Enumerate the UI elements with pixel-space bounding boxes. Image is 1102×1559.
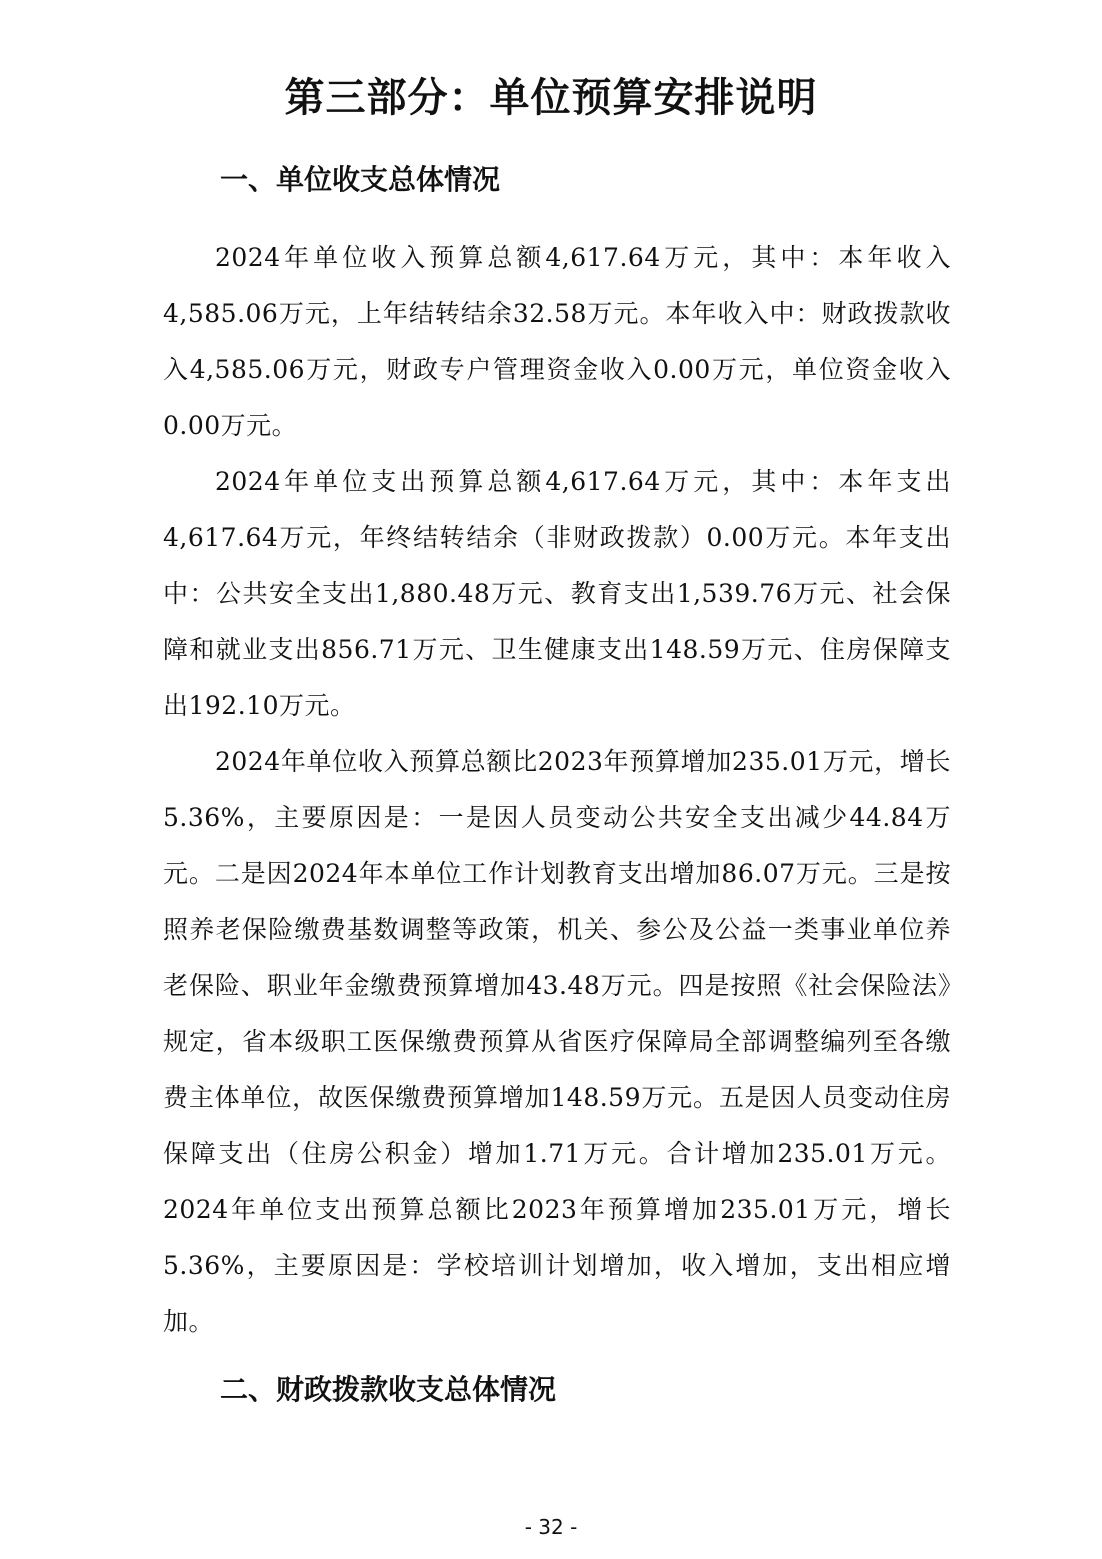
paragraph-income-overview: 2024年单位收入预算总额4,617.64万元，其中：本年收入4,585.06万元，上年结转结余32.58万元。本年收入中：财政拨款收入4,585.06万元，财政专户管理资金收入0.00万元，单位资金收入0.00万元。 <box>163 243 951 440</box>
page-number: - 32 - <box>524 1515 578 1539</box>
section-heading-1: 一、单位收支总体情况 <box>220 163 501 196</box>
section-1-body <box>163 230 951 1350</box>
section-heading-2: 二、财政拨款收支总体情况 <box>220 1373 557 1406</box>
page-title: 第三部分：单位预算安排说明 <box>284 75 818 121</box>
paragraph-budget-change: 2024年单位收入预算总额比2023年预算增加235.01万元，增长5.36%，主要原因是：一是因人员变动公共安全支出减少44.84万元。二是因2024年本单位工作计划教育支出增加86.07万元。三是按照养老保险缴费基数调整等政策，机关、参公及公益一类事业单位养老保险、职业年金缴费预算增加43.48万元。四是按照《社会保险法》规定，省本级职工医保缴费预算从省医疗保障局全部调整编列至各缴费主体单位，故医保缴费预算增加148.59万元。五是因人员变动住房保障支出（住房公积金）增加1.71万元。合计增加235.01万元。2024年单位支出预算总额比2023年预算增加235.01万元，增长5.36%，主要原因是：学校培训计划增加，收入增加，支出相应增加。 <box>163 747 951 1336</box>
paragraph-expenditure-overview: 2024年单位支出预算总额4,617.64万元，其中：本年支出4,617.64万元，年终结转结余（非财政拨款）0.00万元。本年支出中：公共安全支出1,880.48万元、教育支出1,539.76万元、社会保障和就业支出856.71万元、卫生健康支出148.59万元、住房保障支出192.10万元。 <box>163 467 951 720</box>
